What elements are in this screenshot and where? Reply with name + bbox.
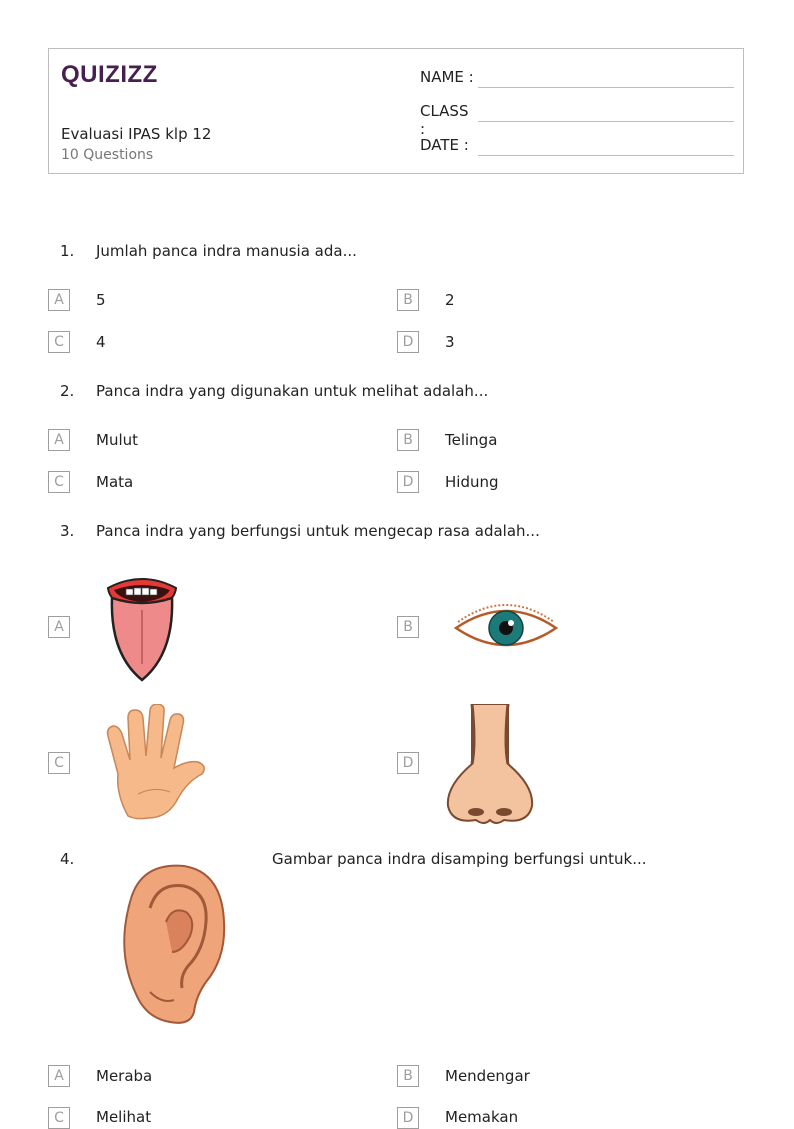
q1-option-c-box[interactable]: C	[48, 331, 70, 353]
nose-image	[442, 704, 538, 826]
question-2-number: 2.	[60, 382, 75, 400]
question-1-number: 1.	[60, 242, 75, 260]
q3-option-c-box[interactable]: C	[48, 752, 70, 774]
q3-option-a-box[interactable]: A	[48, 616, 70, 638]
question-4-text: Gambar panca indra disamping berfungsi untuk...	[272, 850, 647, 868]
question-count: 10 Questions	[61, 147, 154, 163]
class-field[interactable]	[420, 102, 476, 138]
date-field[interactable]	[420, 136, 476, 154]
q3-option-d-box[interactable]: D	[397, 752, 419, 774]
question-1-text: Jumlah panca indra manusia ada...	[96, 242, 357, 260]
q1-option-a-box[interactable]: A	[48, 289, 70, 311]
tongue-image	[104, 574, 180, 684]
q3-option-b-box[interactable]: B	[397, 616, 419, 638]
question-3-number: 3.	[60, 522, 75, 540]
date-label: DATE :	[420, 136, 469, 154]
question-4-number: 4.	[60, 850, 75, 868]
q4-option-c-box[interactable]: C	[48, 1107, 70, 1129]
q2-option-a-box[interactable]: A	[48, 429, 70, 451]
name-line[interactable]	[478, 87, 734, 88]
q4-option-b-box[interactable]: B	[397, 1065, 419, 1087]
q2-option-b-text: Telinga	[445, 431, 498, 449]
q2-option-c-text: Mata	[96, 473, 134, 491]
class-label: CLASS :	[420, 102, 469, 138]
hand-image	[98, 704, 216, 824]
class-line[interactable]	[478, 121, 734, 122]
q1-option-b-box[interactable]: B	[397, 289, 419, 311]
name-field[interactable]	[420, 68, 476, 86]
question-3-text: Panca indra yang berfungsi untuk mengecap rasa adalah...	[96, 522, 540, 540]
worksheet-title: Evaluasi IPAS klp 12	[61, 125, 212, 143]
q2-option-d-box[interactable]: D	[397, 471, 419, 493]
q4-option-a-box[interactable]: A	[48, 1065, 70, 1087]
q1-option-d-box[interactable]: D	[397, 331, 419, 353]
question-2-text: Panca indra yang digunakan untuk melihat adalah...	[96, 382, 489, 400]
q4-option-d-box[interactable]: D	[397, 1107, 419, 1129]
name-label: NAME :	[420, 68, 474, 86]
q4-option-c-text: Melihat	[96, 1108, 152, 1126]
q2-option-d-text: Hidung	[445, 473, 499, 491]
q1-option-c-text: 4	[96, 333, 106, 351]
q2-option-a-text: Mulut	[96, 431, 139, 449]
q1-option-a-text: 5	[96, 291, 106, 309]
q4-option-a-text: Meraba	[96, 1067, 153, 1085]
q4-option-b-text: Mendengar	[445, 1067, 530, 1085]
q1-option-d-text: 3	[445, 333, 455, 351]
q2-option-c-box[interactable]: C	[48, 471, 70, 493]
q1-option-b-text: 2	[445, 291, 455, 309]
q2-option-b-box[interactable]: B	[397, 429, 419, 451]
date-line[interactable]	[478, 155, 734, 156]
worksheet-header	[48, 48, 744, 174]
ear-image	[110, 862, 230, 1026]
eye-image	[452, 600, 560, 658]
q4-option-d-text: Memakan	[445, 1108, 519, 1126]
quizizz-logo: QUIZIZZ	[61, 61, 158, 88]
